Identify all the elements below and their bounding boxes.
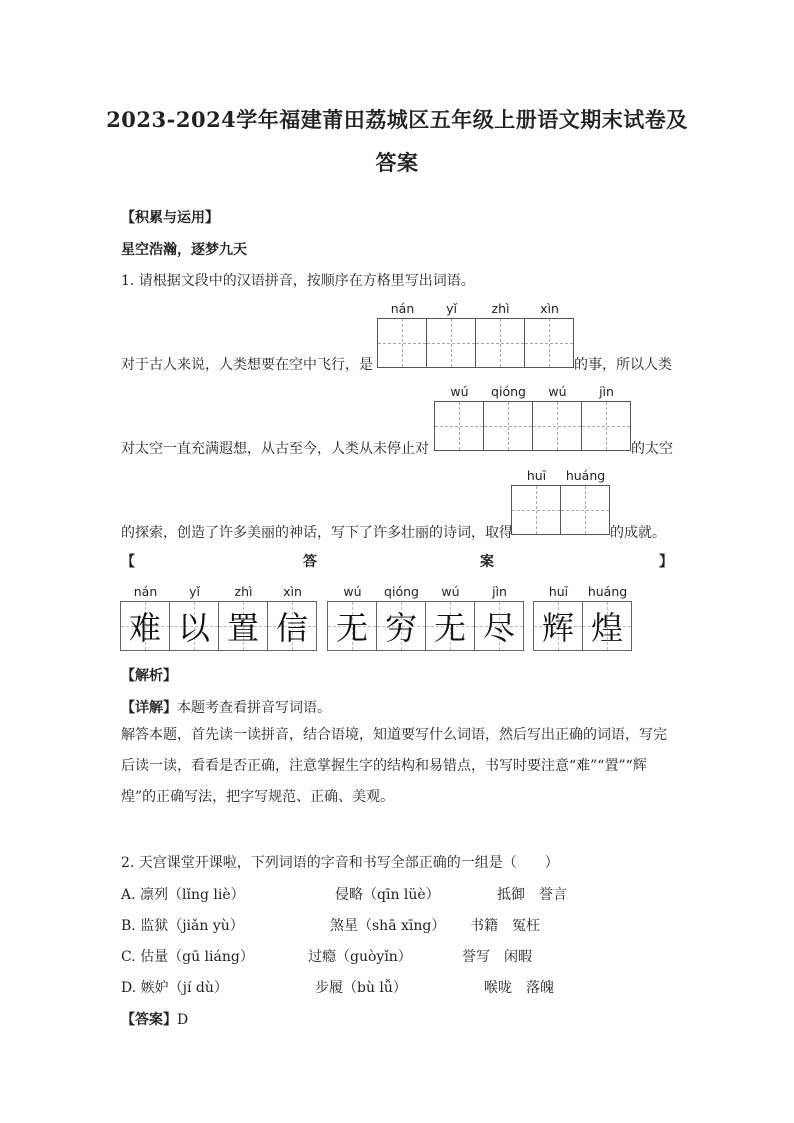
passage-text: 的成就。 (610, 525, 666, 541)
answer-cell (121, 602, 170, 650)
answer-cell (534, 602, 583, 650)
answer-char: 煌 (590, 609, 623, 647)
answer-char: 以 (177, 609, 210, 647)
passage-text: 的探索，创造了许多美丽的神话，写下了许多壮丽的诗词，取得 (121, 525, 513, 541)
writing-grid-2[interactable] (434, 401, 631, 451)
option-d-word2: 步履（bù lǚ） (315, 980, 407, 996)
pinyin-label: yǐ (446, 301, 457, 316)
answer-pinyin: huáng (587, 584, 628, 599)
option-b-word3: 书籍 冤枉 (470, 918, 540, 934)
writing-cell[interactable] (525, 319, 573, 367)
answer-pinyin: xìn (283, 584, 302, 599)
option-a-word3: 抵御 誉言 (497, 887, 567, 903)
passage-text: 的事，所以人类 (574, 357, 672, 373)
answer-char: 信 (275, 609, 308, 647)
q2-answer-line (121, 1009, 188, 1029)
option-c-word3: 誉写 闲暇 (462, 949, 532, 965)
writing-grid-1[interactable] (377, 318, 574, 368)
analysis-label: 【解析】 (121, 668, 177, 684)
explanation-paragraph: 解答本题，首先读一读拼音，结合语境，知道要写什么词语，然后写出正确的词语，写完后读一读，看看是否正确，注意掌握生字的结构和易错点，书写时要注意“难”“置”“辉煌”的正确写法，把字写规范、正确、美观。 (121, 727, 667, 805)
detail-label: 【详解】 (121, 700, 177, 716)
question-2-prompt: 2. 天宫课堂开课啦，下列词语的字音和书写全部正确的一组是（ ） (121, 855, 559, 871)
subheading: 星空浩瀚，逐梦九天 (121, 242, 247, 258)
option-d-word3: 喉咙 落魄 (484, 980, 554, 996)
writing-cell[interactable] (427, 319, 476, 367)
answer-label: 答 (303, 554, 317, 570)
writing-cell[interactable] (512, 486, 561, 534)
answer-char: 难 (128, 609, 161, 647)
answer-char: 辉 (541, 609, 574, 647)
answer-pinyin: huī (548, 584, 569, 599)
passage-text: 对于古人来说，人类想要在空中飞行，是 (121, 357, 373, 373)
writing-cell[interactable] (378, 319, 427, 367)
passage-text: 的太空 (631, 441, 673, 457)
writing-cell[interactable] (476, 319, 525, 367)
pinyin-label: wú (450, 384, 469, 399)
option-a-word1[interactable]: A. 凛列（lǐng liè） (121, 887, 245, 903)
answer-pinyin: qióng (384, 584, 419, 599)
pinyin-label: xìn (540, 301, 559, 316)
passage-text: 对太空一直充满遐想，从古至今，人类从未停止对 (121, 441, 429, 457)
answer-cell (475, 602, 523, 650)
answer-pinyin: jìn (492, 584, 507, 599)
detail-text: 本题考查看拼音写词语。 (177, 700, 331, 716)
q2-answer-label: 【答案】 (121, 1012, 177, 1028)
pinyin-label: jìn (599, 384, 614, 399)
page-title: 2023-2024学年福建莆田荔城区五年级上册语文期末试卷及 (106, 107, 688, 132)
answer-char: 无 (335, 609, 368, 647)
option-b-word2: 煞星（shā xīng） (330, 918, 446, 934)
writing-cell[interactable] (561, 486, 609, 534)
answer-cell (170, 602, 219, 650)
answer-cell (426, 602, 475, 650)
writing-grid-3[interactable] (511, 485, 610, 535)
answer-char: 置 (226, 609, 259, 647)
answer-pinyin: nán (133, 584, 158, 599)
pinyin-label: qióng (491, 384, 526, 399)
section-heading: 【积累与运用】 (121, 210, 219, 226)
answer-pinyin: wú (343, 584, 362, 599)
answer-char: 穷 (384, 609, 417, 647)
answer-cell (219, 602, 268, 650)
pinyin-label: huáng (565, 468, 606, 483)
writing-cell[interactable] (533, 402, 582, 450)
pinyin-label: nán (390, 301, 415, 316)
answer-char: 尽 (482, 609, 515, 647)
option-c-word2: 过瘾（guòyǐn） (308, 949, 412, 965)
answer-char: 无 (433, 609, 466, 647)
question-1-prompt: 1. 请根据文段中的汉语拼音，按顺序在方格里写出词语。 (121, 273, 475, 289)
answer-pinyin: zhì (234, 584, 253, 599)
pinyin-label: huī (526, 468, 547, 483)
option-a-word2: 侵略（qīn lüè） (335, 887, 440, 903)
option-c-word1[interactable]: C. 估量（gū liáng） (121, 949, 254, 965)
answer-bracket-right: 】 (659, 554, 673, 570)
answer-cell (377, 602, 426, 650)
answer-pinyin: wú (441, 584, 460, 599)
option-d-word1[interactable]: D. 嫉妒（jí dù） (121, 980, 228, 996)
answer-cell (268, 602, 316, 650)
answer-cell (328, 602, 377, 650)
writing-cell[interactable] (484, 402, 533, 450)
answer-grid-2 (327, 601, 524, 651)
page-title-line2: 答案 (375, 150, 419, 175)
answer-bracket-left: 【 (121, 554, 135, 570)
pinyin-label: wú (548, 384, 567, 399)
answer-cell (583, 602, 631, 650)
q2-answer-value: D (177, 1012, 189, 1028)
answer-grid-3 (533, 601, 632, 651)
writing-cell[interactable] (435, 402, 484, 450)
option-b-word1[interactable]: B. 监狱（jiǎn yù） (121, 918, 244, 934)
pinyin-label: zhì (491, 301, 510, 316)
writing-cell[interactable] (582, 402, 630, 450)
answer-label: 案 (480, 554, 494, 570)
detail-line (121, 697, 331, 717)
answer-pinyin: yǐ (189, 584, 200, 599)
answer-grid-1 (120, 601, 317, 651)
